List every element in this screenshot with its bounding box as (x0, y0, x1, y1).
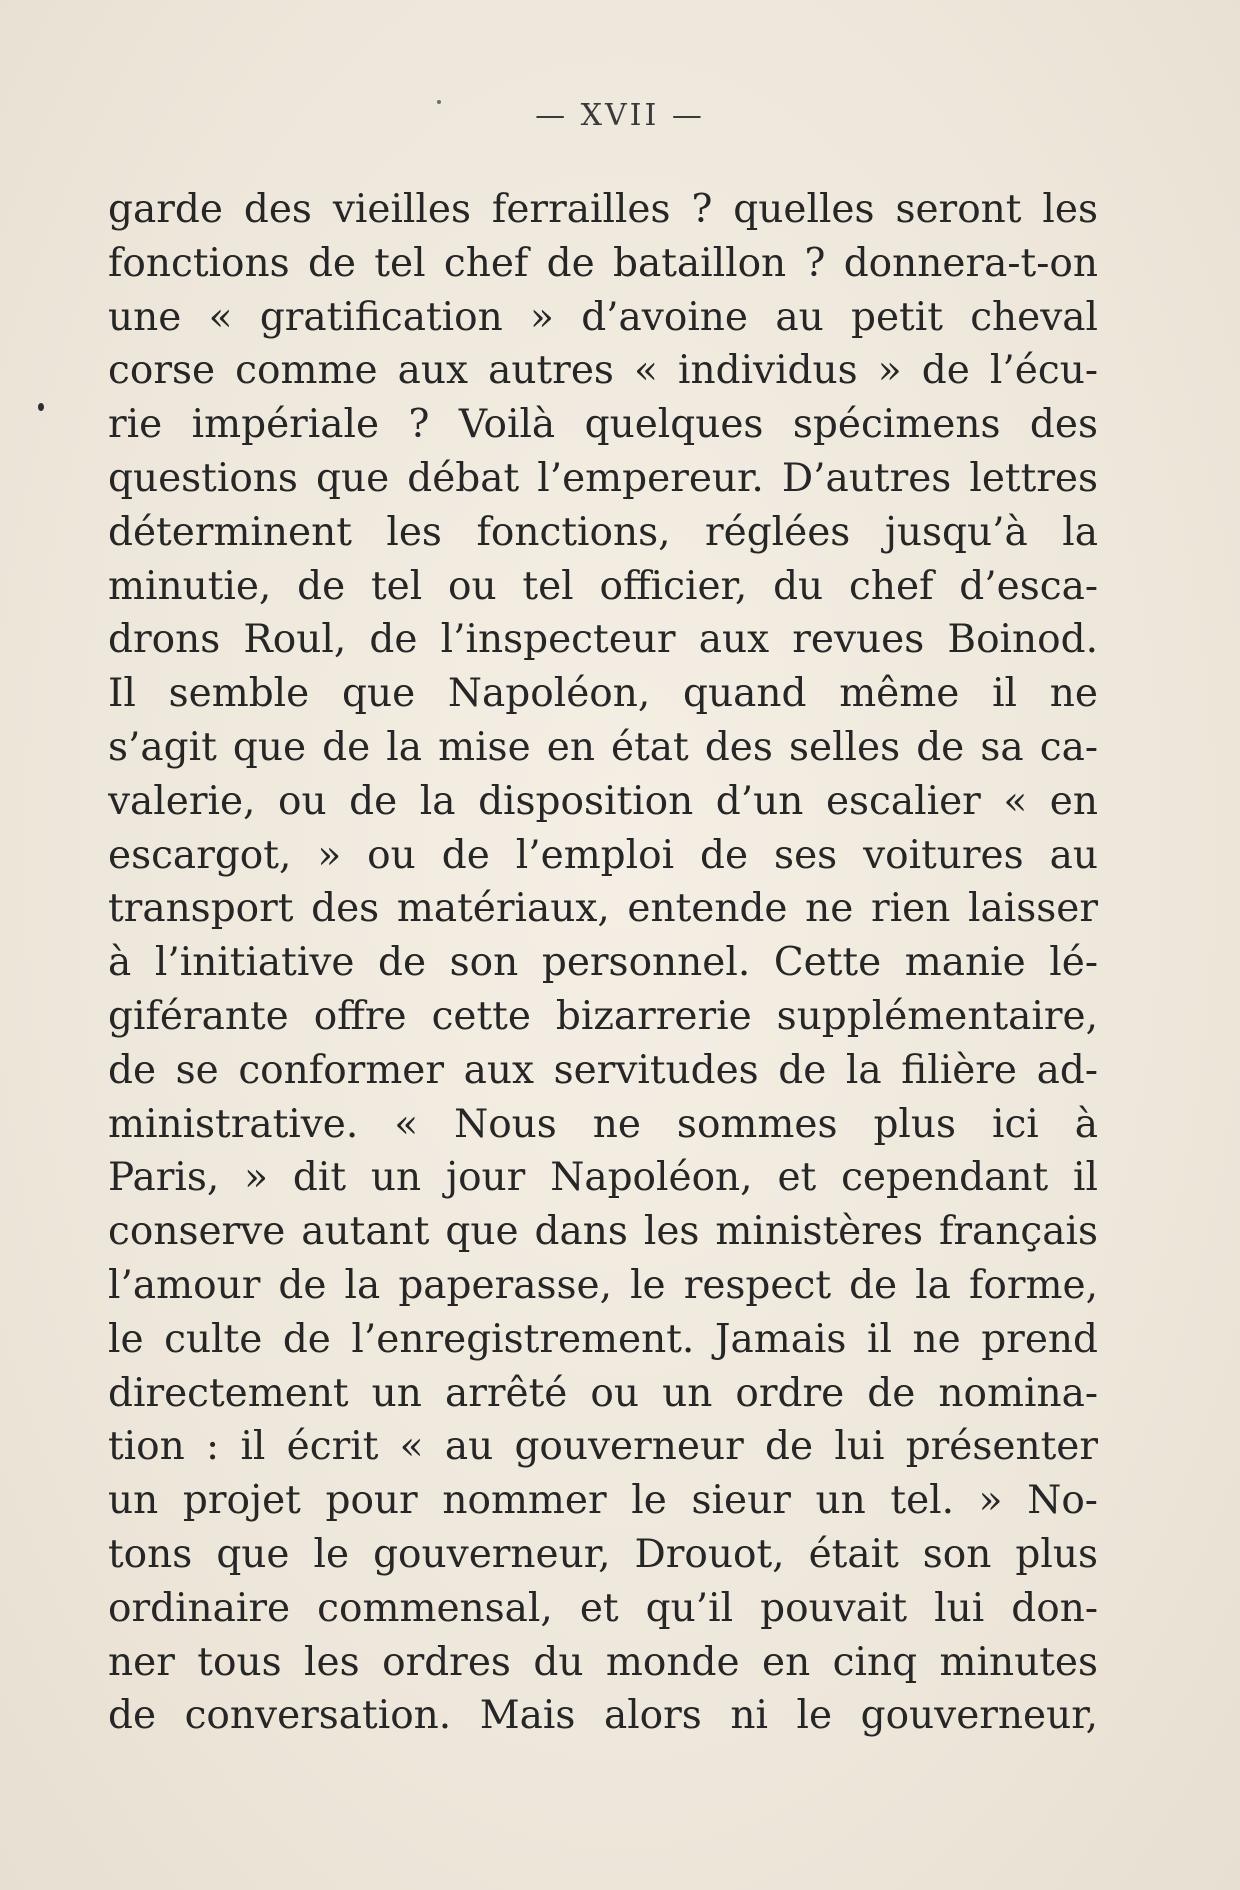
text-line: de conversation. Mais alors ni le gouverneur, (108, 1693, 1098, 1739)
text-line: rie impériale ? Voilà quelques spécimens des (108, 402, 1098, 448)
text-line: le culte de l’enregistrement. Jamais il ne prend (108, 1316, 1098, 1362)
text-line: Paris, » dit un jour Napoléon, et cependant il (108, 1155, 1098, 1201)
text-line: garde des vieilles ferrailles ? quelles seront les (108, 187, 1098, 232)
margin-mark (38, 403, 44, 411)
text-line: un projet pour nommer le sieur un tel. » No- (108, 1478, 1098, 1524)
page-number-header: — XVII — (535, 98, 705, 133)
text-line: conserve autant que dans les ministères français (108, 1209, 1098, 1255)
text-line: de se conformer aux servitudes de la filière ad- (108, 1047, 1098, 1093)
text-line: giférante offre cette bizarrerie supplémentaire, (108, 993, 1098, 1039)
text-line: ner tous les ordres du monde en cinq minutes (108, 1639, 1098, 1685)
text-line: questions que débat l’empereur. D’autres lettres (108, 455, 1098, 501)
text-line: escargot, » ou de l’emploi de ses voitures au (108, 832, 1098, 878)
text-line: Il semble que Napoléon, quand même il ne (108, 671, 1098, 717)
text-line: ordinaire commensal, et qu’il pouvait lui don- (108, 1585, 1098, 1631)
text-line: déterminent les fonctions, réglées jusqu’à la (108, 509, 1098, 555)
text-line: une « gratification » d’avoine au petit cheval (108, 294, 1098, 340)
text-line: transport des matériaux, entende ne rien laisser (108, 886, 1098, 932)
text-line: minutie, de tel ou tel officier, du chef d’esca- (108, 563, 1098, 609)
text-line: à l’initiative de son personnel. Cette manie lé- (108, 940, 1098, 986)
text-line: ministrative. « Nous ne sommes plus ici à (108, 1101, 1098, 1147)
text-line: valerie, ou de la disposition d’un escalier « en (108, 778, 1098, 824)
text-line: l’amour de la paperasse, le respect de la forme, (108, 1262, 1098, 1308)
text-line: directement un arrêté ou un ordre de nomina- (108, 1370, 1098, 1416)
body-text (108, 183, 1098, 1743)
text-line: fonctions de tel chef de bataillon ? donnera-t-on (108, 240, 1098, 286)
text-line: tons que le gouverneur, Drouot, était son plus (108, 1531, 1098, 1577)
text-line: drons Roul, de l’inspecteur aux revues Boinod. (108, 617, 1098, 663)
text-line: tion : il écrit « au gouverneur de lui présenter (108, 1424, 1098, 1470)
text-line: corse comme aux autres « individus » de l’écu- (108, 348, 1098, 394)
text-line: s’agit que de la mise en état des selles de sa ca- (108, 724, 1098, 770)
